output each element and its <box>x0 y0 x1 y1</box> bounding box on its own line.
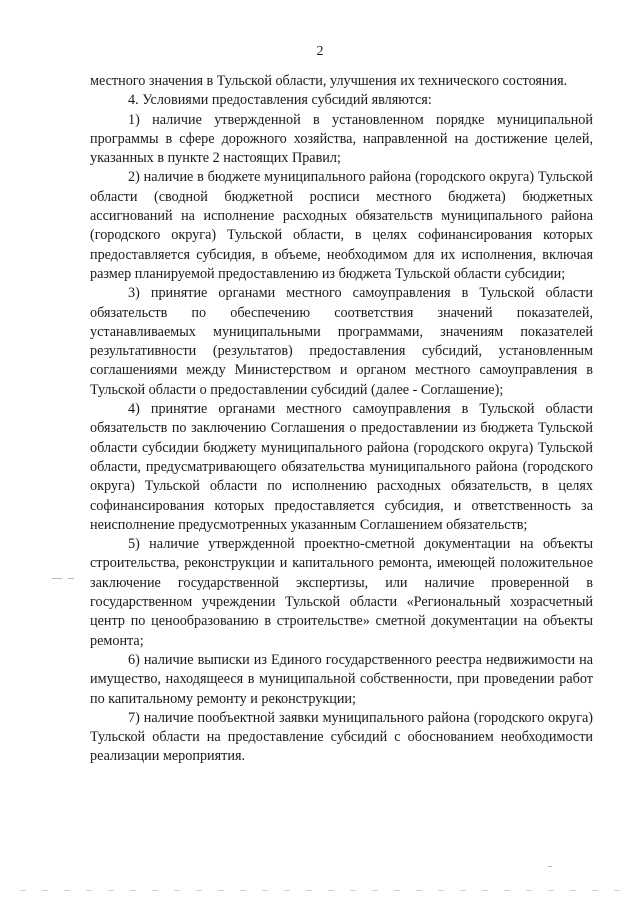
scan-artifact-mark <box>548 866 552 867</box>
paragraph-condition-4: 4) принятие органами местного самоуправления в Тульской области обязательств по заключению Соглашения о предоставлении из бюджета Тульской области субсидии бюджету муниципального района (городского округа) Тульской области, предусматривающего обязательства муниципального района (городского округа) Тульской области по исполнению расходных обязательств, в целях софинансирования которых предоставляется субсидия, и ответственность за неисполнение предусмотренных указанным Соглашением обязательств; <box>90 401 593 533</box>
scan-artifact-mark <box>52 578 62 579</box>
paragraph-condition-5: 5) наличие утвержденной проектно-сметной документации на объекты строительства, реконструкции и капитального ремонта, имеющей положительное заключение государственной экспертизы, или наличие проверенной в государственном учреждении Тульской области «Региональный хозрасчетный центр по ценообразованию в строительстве» сметной документации на объекты ремонта; <box>90 536 593 649</box>
scan-artifact-mark <box>68 578 74 579</box>
paragraph-condition-6: 6) наличие выписки из Единого государственного реестра недвижимости на имущество, находящееся в муниципальной собственности, при проведении работ по капитальному ремонту и реконструкции; <box>90 651 593 707</box>
paragraph-condition-3: 3) принятие органами местного самоуправления в Тульской области обязательств по обеспечению соответствия значений показателей, устанавливаемых муниципальными программами, значениям показателей результативности (результатов) предоставления субсидий, установленным соглашениями между Министерством и органом местного самоуправления в Тульской области о предоставлении субсидий (далее - Соглашение); <box>90 285 593 398</box>
paragraph-item-4-heading: 4. Условиями предоставления субсидий являются: <box>128 92 432 109</box>
paragraph-condition-7: 7) наличие пообъектной заявки муниципального района (городского округа) Тульской области на предоставление субсидий с обоснованием необходимости реализации мероприятия. <box>90 709 593 765</box>
paragraph-continuation: местного значения в Тульской области, улучшения их технического состояния. <box>90 73 568 89</box>
page-number: 2 <box>316 44 324 59</box>
document-body <box>90 72 593 767</box>
scan-bottom-edge <box>20 890 620 891</box>
paragraph-condition-2: 2) наличие в бюджете муниципального района (городского округа) Тульской области (сводной бюджетной росписи местного бюджета) бюджетных ассигнований на исполнение расходных обязательств муниципального района (городского округа) Тульской области, в целях софинансирования которых предоставляется субсидия, в объеме, необходимом для их исполнения, включая размер планируемой предоставлению из бюджета Тульской области субсидии; <box>90 169 593 282</box>
paragraph-condition-1: 1) наличие утвержденной в установленном порядке муниципальной программы в сфере дорожного хозяйства, направленной на достижение целей, указанных в пункте 2 настоящих Правил; <box>90 111 593 167</box>
